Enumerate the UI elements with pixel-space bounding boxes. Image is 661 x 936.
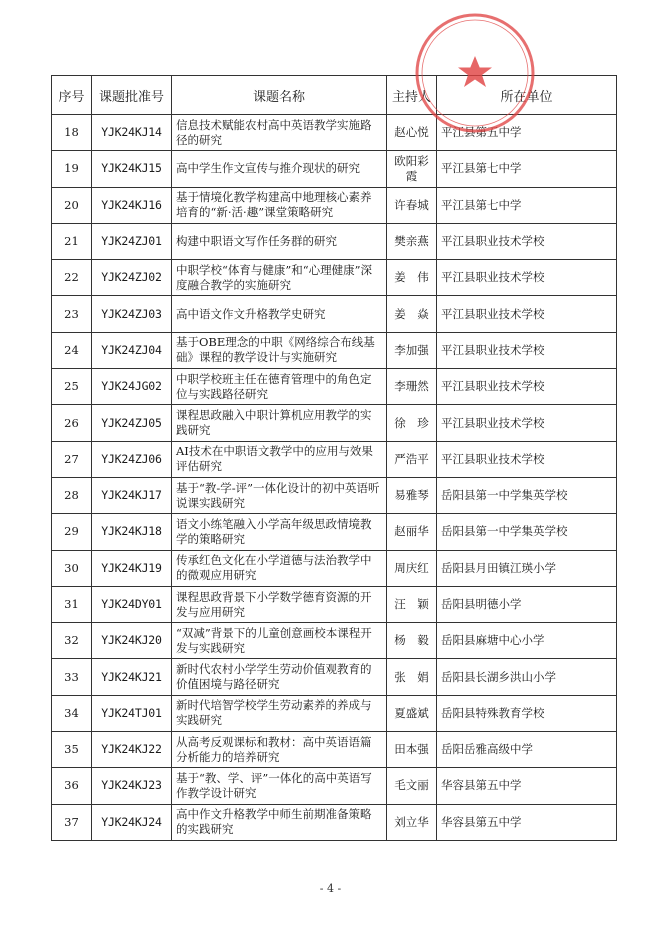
row-title: 新时代培智学校学生劳动素养的养成与实践研究 (172, 695, 387, 731)
row-code: YJK24ZJ01 (92, 223, 172, 259)
row-title: 新时代农村小学学生劳动价值观教育的价值困境与路径研究 (172, 659, 387, 695)
table-header-row (52, 76, 617, 115)
row-unit: 平江县职业技术学校 (437, 332, 617, 368)
row-code: YJK24ZJ02 (92, 260, 172, 296)
row-host: 李珊然 (387, 369, 437, 405)
row-unit: 岳阳县第一中学集英学校 (437, 477, 617, 513)
row-title: 信息技术赋能农村高中英语教学实施路径的研究 (172, 115, 387, 151)
row-code: YJK24KJ15 (92, 151, 172, 187)
row-host: 徐 珍 (387, 405, 437, 441)
row-seq: 31 (52, 586, 92, 622)
page-number: - 4 - (319, 882, 342, 895)
row-unit: 平江县第七中学 (437, 151, 617, 187)
table-row (52, 115, 617, 151)
row-unit: 平江县职业技术学校 (437, 296, 617, 332)
row-seq: 20 (52, 187, 92, 223)
header-code: 课题批准号 (92, 76, 172, 115)
row-code: YJK24ZJ03 (92, 296, 172, 332)
table-row (52, 369, 617, 405)
row-title: 基于情境化教学构建高中地理核心素养培育的“新·活·趣”课堂策略研究 (172, 187, 387, 223)
row-host: 许春城 (387, 187, 437, 223)
row-seq: 23 (52, 296, 92, 332)
table-row (52, 477, 617, 513)
row-unit: 岳阳县明德小学 (437, 586, 617, 622)
table-row (52, 260, 617, 296)
table-row (52, 405, 617, 441)
row-code: YJK24KJ23 (92, 768, 172, 804)
table-row (52, 804, 617, 840)
row-seq: 34 (52, 695, 92, 731)
row-title: AI技术在中职语文教学中的应用与效果评估研究 (172, 441, 387, 477)
row-host: 李加强 (387, 332, 437, 368)
table-row (52, 187, 617, 223)
row-title: 课程思政融入中职计算机应用教学的实践研究 (172, 405, 387, 441)
row-code: YJK24KJ16 (92, 187, 172, 223)
row-title: 构建中职语文写作任务群的研究 (172, 223, 387, 259)
table-row (52, 514, 617, 550)
row-title: 中职学校“体育与健康”和“心理健康”深度融合教学的实施研究 (172, 260, 387, 296)
row-host: 汪 颖 (387, 586, 437, 622)
table-row (52, 768, 617, 804)
row-title: 基于“教-学-评”一体化设计的初中英语听说课实践研究 (172, 477, 387, 513)
row-code: YJK24DY01 (92, 586, 172, 622)
header-host: 主持人 (387, 76, 437, 115)
row-host: 赵心悦 (387, 115, 437, 151)
row-seq: 37 (52, 804, 92, 840)
row-unit: 岳阳县第一中学集英学校 (437, 514, 617, 550)
row-host: 田本强 (387, 732, 437, 768)
row-host: 周庆红 (387, 550, 437, 586)
row-unit: 华容县第五中学 (437, 768, 617, 804)
row-unit: 平江县第七中学 (437, 187, 617, 223)
table-row (52, 151, 617, 187)
row-code: YJK24KJ20 (92, 623, 172, 659)
table-row (52, 296, 617, 332)
row-unit: 岳阳县麻塘中心小学 (437, 623, 617, 659)
row-seq: 28 (52, 477, 92, 513)
row-seq: 26 (52, 405, 92, 441)
row-host: 赵丽华 (387, 514, 437, 550)
row-host: 刘立华 (387, 804, 437, 840)
row-title: 传承红色文化在小学道德与法治教学中的微观应用研究 (172, 550, 387, 586)
row-host: 杨 毅 (387, 623, 437, 659)
row-title: 高中作文升格教学中师生前期准备策略的实践研究 (172, 804, 387, 840)
row-code: YJK24KJ18 (92, 514, 172, 550)
table-row (52, 623, 617, 659)
row-seq: 19 (52, 151, 92, 187)
row-title: 课程思政背景下小学数学德育资源的开发与应用研究 (172, 586, 387, 622)
row-host: 易雅琴 (387, 477, 437, 513)
row-title: “双减”背景下的儿童创意画校本课程开发与实践研究 (172, 623, 387, 659)
row-host: 夏盛斌 (387, 695, 437, 731)
table-row (52, 695, 617, 731)
row-code: YJK24TJ01 (92, 695, 172, 731)
row-seq: 25 (52, 369, 92, 405)
header-title: 课题名称 (172, 76, 387, 115)
row-unit: 平江县职业技术学校 (437, 405, 617, 441)
row-title: 高中语文作文升格教学史研究 (172, 296, 387, 332)
table-row (52, 550, 617, 586)
row-code: YJK24KJ19 (92, 550, 172, 586)
row-unit: 平江县职业技术学校 (437, 441, 617, 477)
row-unit: 岳阳县特殊教育学校 (437, 695, 617, 731)
row-seq: 27 (52, 441, 92, 477)
row-unit: 平江县职业技术学校 (437, 369, 617, 405)
row-code: YJK24KJ14 (92, 115, 172, 151)
row-code: YJK24KJ24 (92, 804, 172, 840)
table-row (52, 659, 617, 695)
row-seq: 33 (52, 659, 92, 695)
row-code: YJK24KJ22 (92, 732, 172, 768)
row-unit: 华容县第五中学 (437, 804, 617, 840)
table-row (52, 332, 617, 368)
row-host: 姜 伟 (387, 260, 437, 296)
project-list-table (51, 75, 617, 841)
row-host: 欧阳彩霞 (387, 151, 437, 187)
row-unit: 岳阳岳雅高级中学 (437, 732, 617, 768)
row-title: 基于OBE理念的中职《网络综合布线基础》课程的教学设计与实施研究 (172, 332, 387, 368)
row-seq: 22 (52, 260, 92, 296)
row-title: 基于“教、学、评”一体化的高中英语写作教学设计研究 (172, 768, 387, 804)
row-unit: 岳阳县月田镇江瑛小学 (437, 550, 617, 586)
row-code: YJK24KJ17 (92, 477, 172, 513)
row-unit: 岳阳县长湖乡洪山小学 (437, 659, 617, 695)
row-code: YJK24JG02 (92, 369, 172, 405)
row-host: 毛文丽 (387, 768, 437, 804)
row-seq: 24 (52, 332, 92, 368)
row-code: YJK24ZJ06 (92, 441, 172, 477)
row-seq: 21 (52, 223, 92, 259)
row-seq: 18 (52, 115, 92, 151)
row-unit: 平江县职业技术学校 (437, 223, 617, 259)
table-row (52, 732, 617, 768)
row-host: 张 娟 (387, 659, 437, 695)
row-seq: 36 (52, 768, 92, 804)
row-code: YJK24ZJ04 (92, 332, 172, 368)
row-seq: 30 (52, 550, 92, 586)
row-title: 中职学校班主任在德育管理中的角色定位与实践路径研究 (172, 369, 387, 405)
row-unit: 平江县第五中学 (437, 115, 617, 151)
row-host: 严浩平 (387, 441, 437, 477)
row-code: YJK24ZJ05 (92, 405, 172, 441)
row-title: 从高考反观课标和教材：高中英语语篇分析能力的培养研究 (172, 732, 387, 768)
table-row (52, 586, 617, 622)
header-unit: 所在单位 (437, 76, 617, 115)
row-seq: 29 (52, 514, 92, 550)
row-code: YJK24KJ21 (92, 659, 172, 695)
table-row (52, 223, 617, 259)
row-seq: 35 (52, 732, 92, 768)
row-title: 语文小练笔融入小学高年级思政情境教学的策略研究 (172, 514, 387, 550)
row-host: 姜 焱 (387, 296, 437, 332)
row-title: 高中学生作文宣传与推介现状的研究 (172, 151, 387, 187)
row-unit: 平江县职业技术学校 (437, 260, 617, 296)
table-row (52, 441, 617, 477)
header-seq: 序号 (52, 76, 92, 115)
row-host: 樊亲燕 (387, 223, 437, 259)
row-seq: 32 (52, 623, 92, 659)
